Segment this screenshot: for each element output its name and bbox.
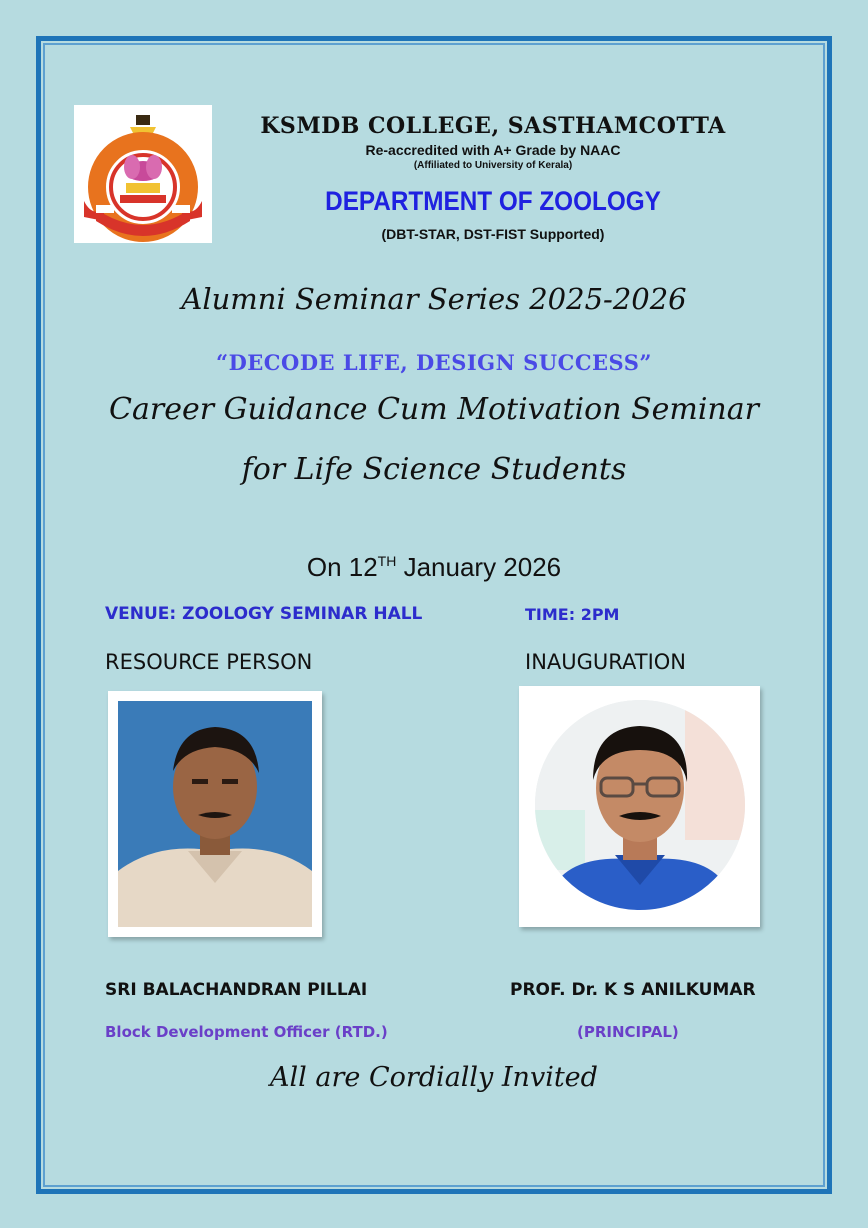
inaugurator-name: PROF. Dr. K S ANILKUMAR: [510, 980, 756, 1000]
time-text: TIME: 2PM: [525, 605, 620, 624]
seminar-title-line2: for Life Science Students: [241, 452, 627, 487]
date-prefix: On 12: [306, 552, 378, 582]
inaugurator-photo: [519, 686, 760, 927]
affiliation-text: (Affiliated to University of Kerala): [413, 160, 573, 171]
person-portrait-icon: [535, 700, 745, 910]
date-ordinal-suffix: TH: [377, 553, 397, 569]
person-portrait-icon: [118, 701, 312, 927]
seminar-title-line1: Career Guidance Cum Motivation Seminar: [109, 392, 759, 427]
event-tagline: “DECODE LIFE, DESIGN SUCCESS”: [216, 350, 652, 375]
college-logo: [74, 105, 212, 243]
resource-person-name: SRI BALACHANDRAN PILLAI: [105, 980, 368, 1000]
date-rest: January 2026: [396, 552, 562, 582]
event-date: [100, 552, 768, 583]
college-emblem-icon: [74, 105, 212, 243]
resource-person-designation: Block Development Officer (RTD.): [105, 1023, 388, 1041]
department-title: DEPARTMENT OF ZOOLOGY: [325, 186, 661, 216]
support-text: (DBT-STAR, DST-FIST Supported): [381, 226, 605, 242]
venue-text: VENUE: ZOOLOGY SEMINAR HALL: [105, 604, 423, 624]
inauguration-heading: INAUGURATION: [525, 650, 687, 674]
resource-person-photo: [108, 691, 322, 937]
closing-invitation: All are Cordially Invited: [270, 1062, 598, 1093]
inaugurator-designation: (PRINCIPAL): [577, 1023, 679, 1041]
seminar-series-title: Alumni Seminar Series 2025-2026: [181, 282, 687, 316]
college-name: KSMDB COLLEGE, SASTHAMCOTTA: [260, 113, 726, 139]
accreditation-text: Re-accredited with A+ Grade by NAAC: [365, 142, 621, 158]
resource-person-heading: RESOURCE PERSON: [105, 650, 313, 674]
